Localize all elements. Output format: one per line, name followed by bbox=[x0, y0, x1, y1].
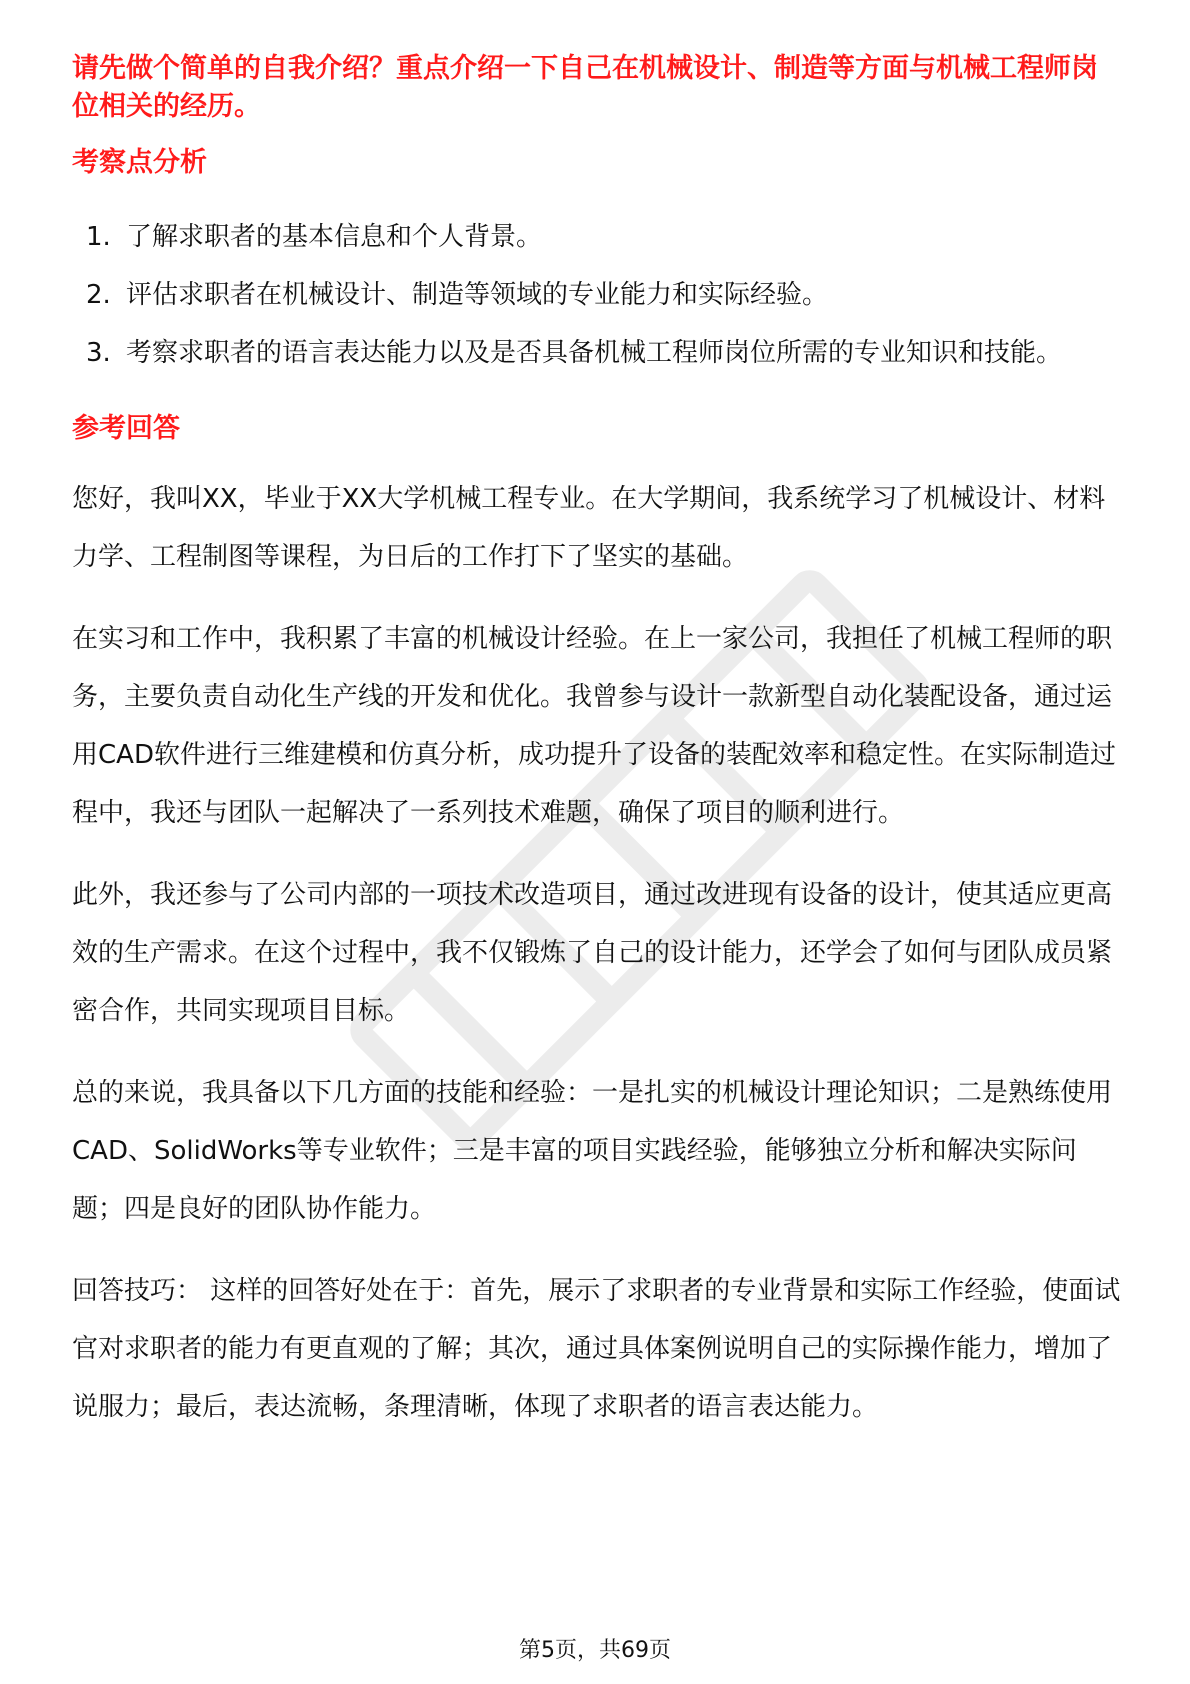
answer-paragraph: 总的来说，我具备以下几方面的技能和经验：一是扎实的机械设计理论知识；二是熟练使用CAD、SolidWorks等专业软件；三是丰富的项目实践经验，能够独立分析和解决实际问题；四是良好的团队协作能力。 bbox=[72, 1078, 1113, 1224]
list-item bbox=[72, 324, 1122, 382]
answer-paragraph: 此外，我还参与了公司内部的一项技术改造项目，通过改进现有设备的设计，使其适应更高效的生产需求。在这个过程中，我不仅锻炼了自己的设计能力，还学会了如何与团队成员紧密合作，共同实现项目目标。 bbox=[72, 880, 1113, 1026]
answer-paragraph: 您好，我叫XX，毕业于XX大学机械工程专业。在大学期间，我系统学习了机械设计、材料力学、工程制图等课程，为日后的工作打下了坚实的基础。 bbox=[72, 484, 1106, 572]
list-item bbox=[72, 266, 1122, 324]
page-number: 第5页，共69页 bbox=[519, 1638, 671, 1663]
main-content bbox=[72, 50, 1122, 1436]
list-item-text: 考察求职者的语言表达能力以及是否具备机械工程师岗位所需的专业知识和技能。 bbox=[126, 338, 1063, 368]
answer-tips-paragraph: 回答技巧： 这样的回答好处在于：首先，展示了求职者的专业背景和实际工作经验，使面试官对求职者的能力有更直观的了解；其次，通过具体案例说明自己的实际操作能力，增加了说服力；最后，表达流畅，条理清晰，体现了求职者的语言表达能力。 bbox=[72, 1276, 1121, 1422]
list-item-number: 2. bbox=[86, 280, 111, 310]
analysis-points-list bbox=[72, 208, 1122, 382]
answer-paragraph: 在实习和工作中，我积累了丰富的机械设计经验。在上一家公司，我担任了机械工程师的职务，主要负责自动化生产线的开发和优化。我曾参与设计一款新型自动化装配设备，通过运用CAD软件进行三维建模和仿真分析，成功提升了设备的装配效率和稳定性。在实际制造过程中，我还与团队一起解决了一系列技术难题，确保了项目的顺利进行。 bbox=[72, 624, 1116, 828]
list-item-number: 1. bbox=[86, 222, 111, 252]
interview-question: 请先做个简单的自我介绍？重点介绍一下自己在机械设计、制造等方面与机械工程师岗位相关的经历。 bbox=[72, 53, 1098, 122]
list-item-number: 3. bbox=[86, 338, 111, 368]
answer-heading: 参考回答 bbox=[72, 413, 180, 444]
list-item-text: 评估求职者在机械设计、制造等领域的专业能力和实际经验。 bbox=[126, 280, 829, 310]
list-item-text: 了解求职者的基本信息和个人背景。 bbox=[126, 222, 543, 252]
analysis-heading: 考察点分析 bbox=[72, 147, 207, 178]
list-item bbox=[72, 208, 1122, 266]
